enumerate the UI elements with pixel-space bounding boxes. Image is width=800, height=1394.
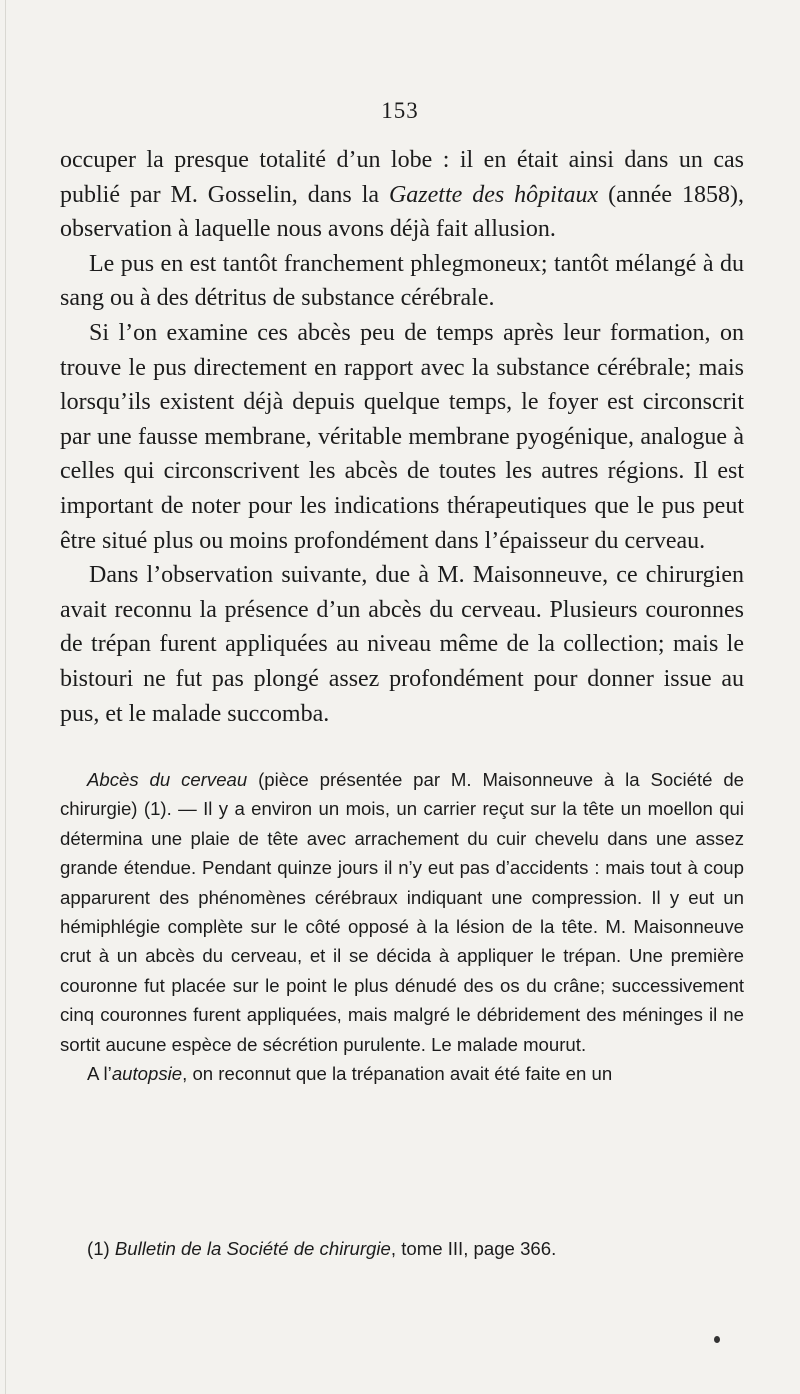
paragraph-4: Dans l’observation suivante, due à M. Maisonneuve, ce chirurgien avait reconnu la présence d’un abcès du cerveau. Plusieurs couronnes de trépan furent appliquées au niveau même de la collection; mais le bistouri ne fut pas plongé assez profondément pour donner issue au pus, et le malade succomba.: [60, 562, 744, 727]
paragraph-1: [60, 143, 744, 247]
case-paragraph-2: [60, 1059, 744, 1088]
paragraph-2: Le pus en est tantôt franchement phlegmoneux; tantôt mélangé à du sang ou à des détritus de substance cérébrale.: [60, 250, 744, 312]
footnote-source: Bulletin de la Société de chirurgie: [114, 1238, 391, 1259]
scan-edge: [5, 0, 6, 1394]
case-paragraph-2-start: A l’: [87, 1063, 112, 1085]
footnote: [60, 1236, 744, 1262]
autopsy-term: autopsie: [111, 1063, 183, 1085]
case-paragraph-1-text: (pièce présentée par M. Maisonneuve à la Société de chirurgie) (1). — Il y a environ un mois, un carrier reçut sur la tête un moellon qui détermina une plaie de tête avec arrachement du cuir chevelu dans une assez grande étendue. Pendant quinze jours il n’y eut pas d’accidents : mais tout à coup apparurent des phénomènes cérébraux indiquant une compression. Il y eut un hémiphlégie complète sur le côté opposé à la lésion de la tête. M. Maisonneuve crut à un abcès du cerveau, et il se décida à appliquer le trépan. Une première couronne fut placée sur le point le plus dénudé des os du crâne; successivement cinq couronnes furent appliquées, mais malgré le débridement des méninges il ne sortit aucune espèce de sécrétion purulente. Le malade mourut.: [60, 769, 745, 1055]
ink-spot: [714, 1336, 720, 1343]
case-paragraph-1: [60, 765, 744, 1059]
paragraph-1-end: (année 1858), observation à laquelle nous avons déjà fait allusion.: [60, 181, 744, 243]
case-title: Abcès du cerveau: [87, 769, 248, 790]
main-text: [60, 143, 744, 731]
footnote-marker: (1): [87, 1238, 115, 1259]
case-observation: [60, 765, 744, 1088]
page-number: 153: [381, 98, 419, 123]
journal-title: Gazette des hôpitaux: [388, 181, 599, 208]
footnote-rest: , tome III, page 366.: [390, 1238, 557, 1259]
paragraph-3: Si l’on examine ces abcès peu de temps après leur formation, on trouve le pus directement en rapport avec la substance cérébrale; mais lorsqu’ils existent déjà depuis quelque temps, le foyer est circonscrit par une fausse membrane, véritable membrane pyogénique, analogue à celles qui circonscrivent les abcès de toutes les autres régions. Il est important de noter pour les indications thérapeutiques que le pus peut être situé plus ou moins profondément dans l’épaisseur du cerveau.: [60, 319, 744, 554]
case-paragraph-2-end: , on reconnut que la trépanation avait été faite en un: [182, 1063, 613, 1085]
paragraph-1-text: occuper la presque totalité d’un lobe : il en était ainsi dans un cas publié par M. Gosselin, dans la: [60, 147, 744, 208]
